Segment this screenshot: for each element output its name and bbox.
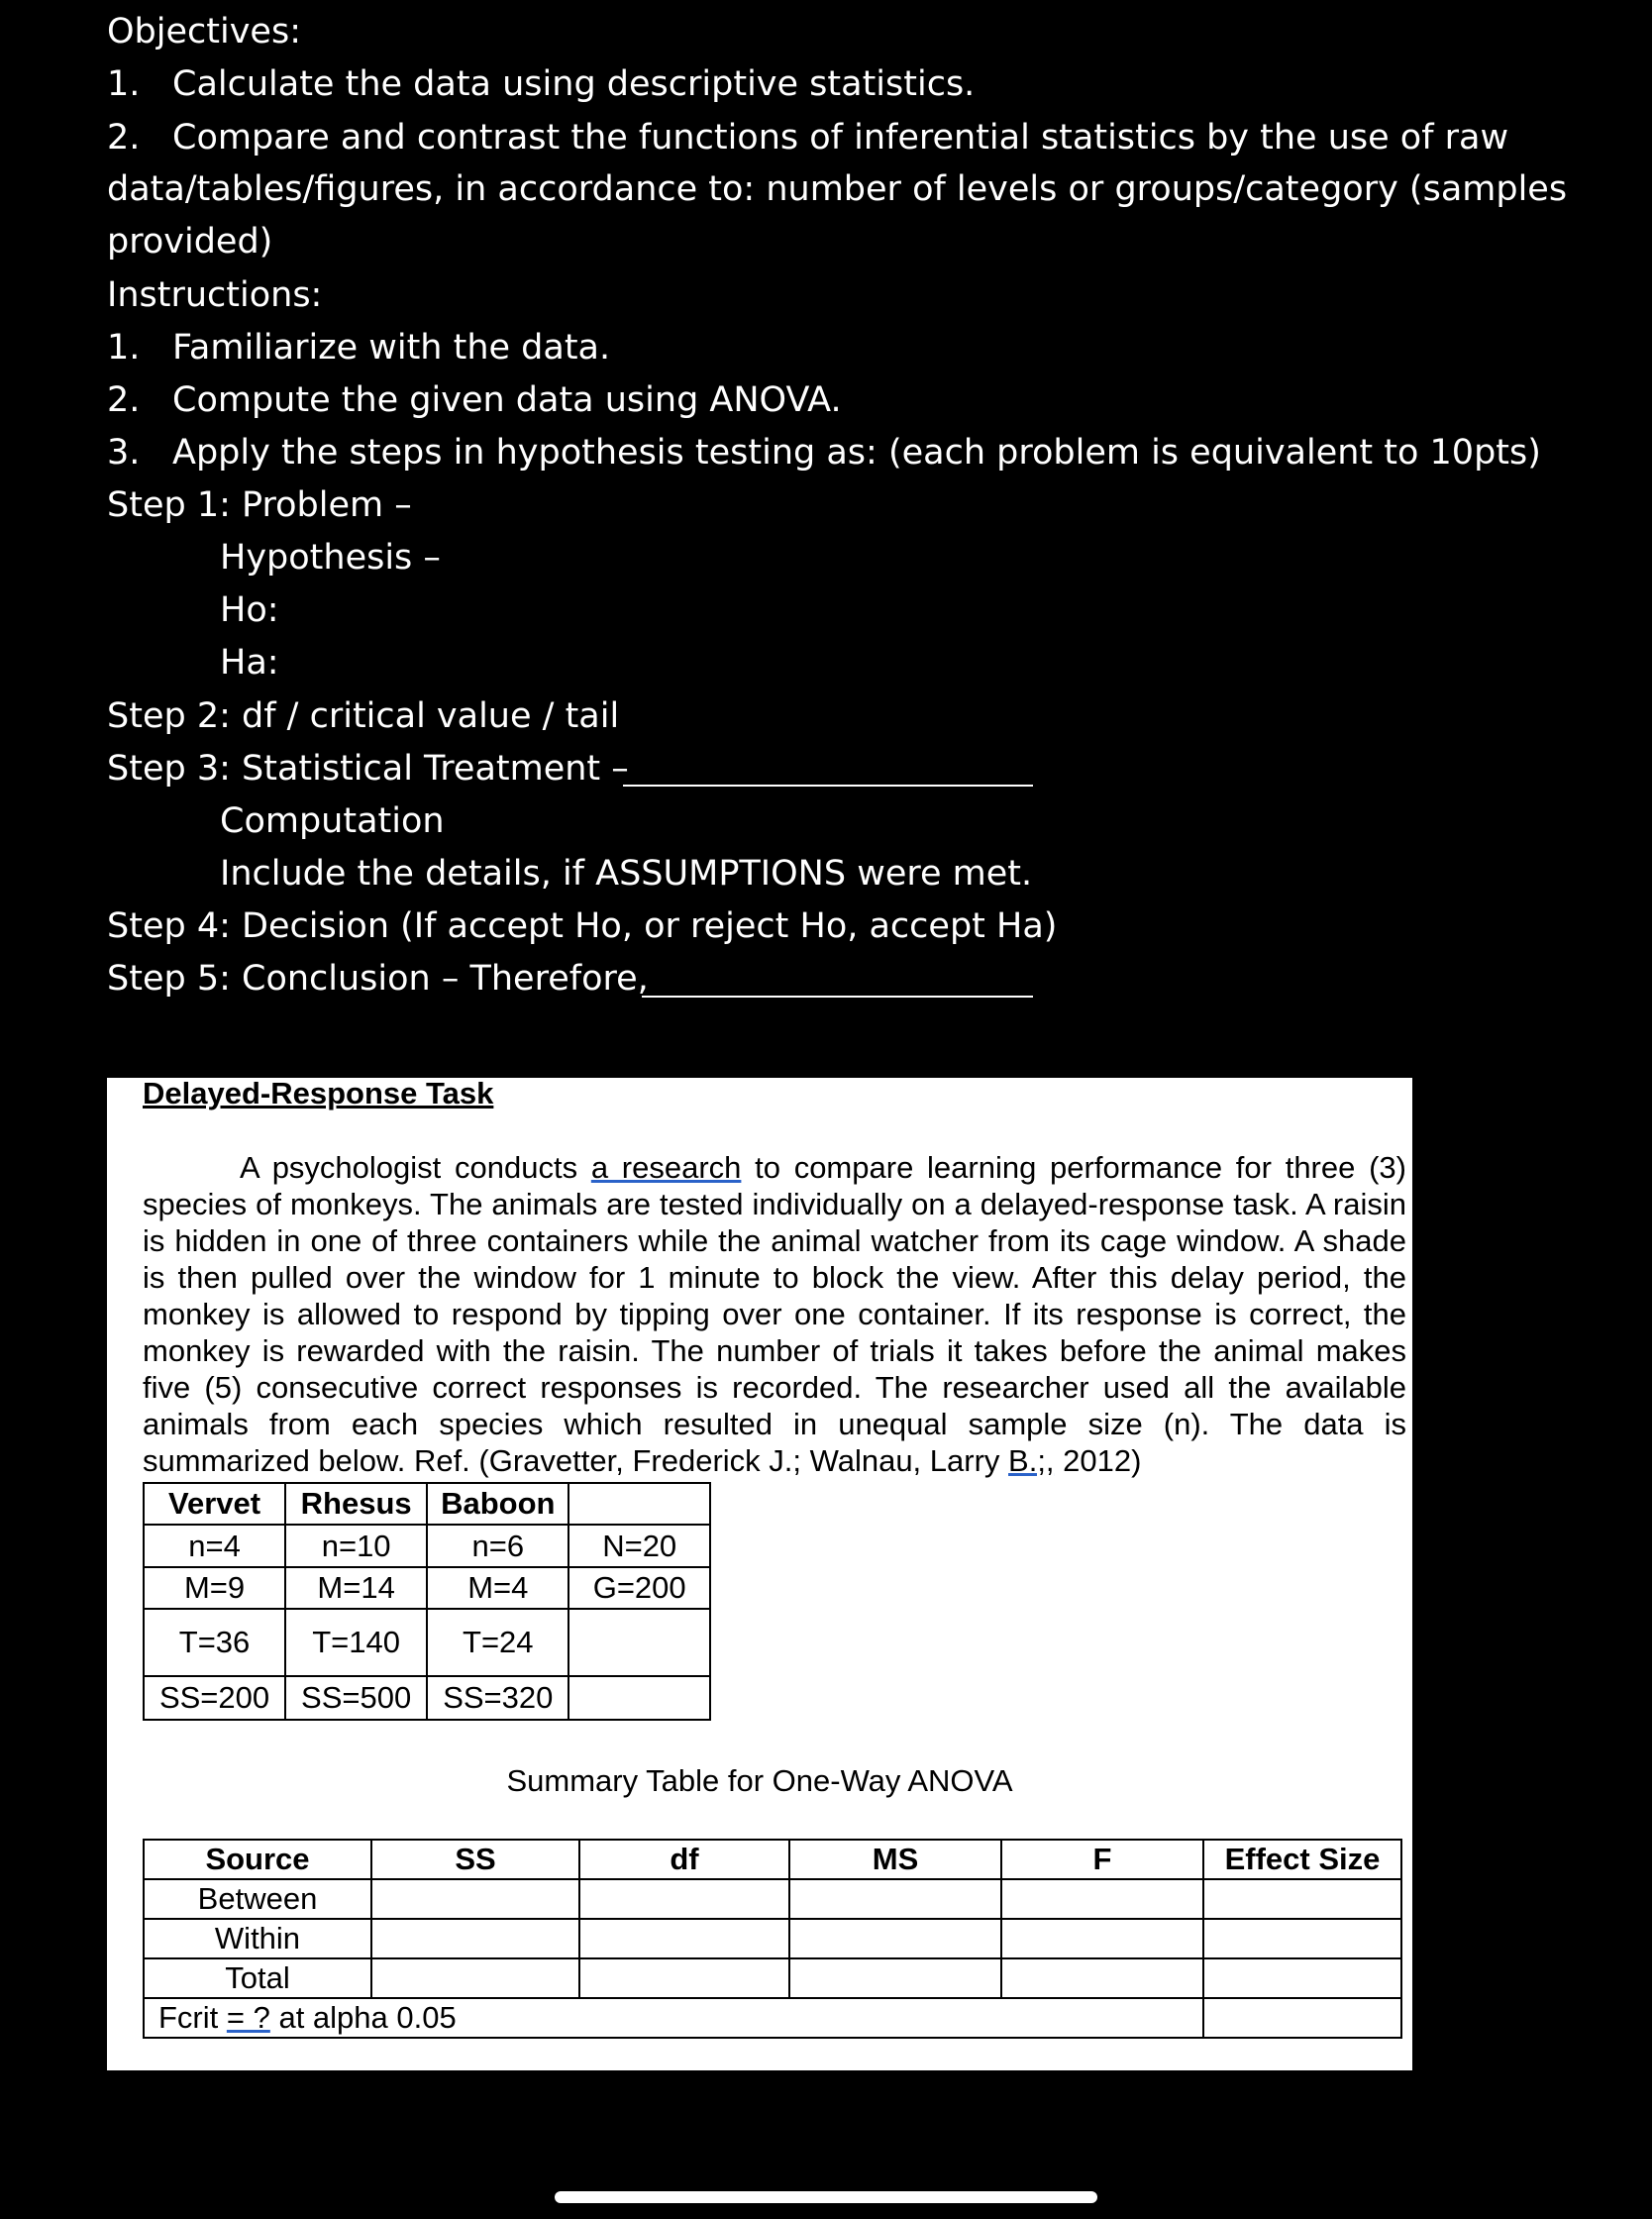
table-cell: n=10 [285,1525,427,1567]
row-label-within: Within [144,1919,371,1958]
spellcheck-underlined-text: B.;, [1008,1443,1055,1478]
table-cell [371,1958,579,1998]
column-header-rhesus: Rhesus [285,1483,427,1525]
column-header-totals [568,1483,710,1525]
instruction-number: 3. [107,433,141,473]
table-cell: n=4 [144,1525,285,1567]
table-cell [789,1958,1001,1998]
instruction-text: Apply the steps in hypothesis testing as: (each problem is equivalent to 10pts) [172,433,1541,473]
table-cell [568,1676,710,1720]
summary-table-caption: Summary Table for One-Way ANOVA [506,1763,1013,1798]
paragraph-text: A psychologist conducts [240,1150,591,1185]
table-cell: SS=500 [285,1676,427,1720]
table-cell [579,1879,789,1919]
objective-number: 1. [107,64,141,104]
table-cell [1203,1998,1401,2038]
table-cell [1203,1879,1401,1919]
objective-item-2-continuation: provided) [107,222,273,262]
column-header-baboon: Baboon [427,1483,568,1525]
hypothesis-label: Hypothesis – [220,538,441,578]
instruction-number: 2. [107,380,141,420]
row-label-between: Between [144,1879,371,1919]
spellcheck-underlined-text: a research [590,1150,742,1185]
alternative-hypothesis-label: Ha: [220,643,279,683]
table-cell [1203,1919,1401,1958]
fcrit-suffix: at alpha 0.05 [269,2000,457,2035]
table-cell: N=20 [568,1525,710,1567]
table-cell: M=4 [427,1567,568,1609]
column-header-source: Source [144,1840,371,1879]
computation-label: Computation [220,801,445,841]
table-cell: SS=320 [427,1676,568,1720]
fcrit-placeholder: = ? [226,2000,270,2035]
table-cell [1203,1958,1401,1998]
table-cell [1001,1958,1203,1998]
table-cell: M=9 [144,1567,285,1609]
step-2: Step 2: df / critical value / tail [107,696,620,736]
table-cell [579,1958,789,1998]
table-cell [568,1609,710,1676]
table-cell [371,1919,579,1958]
step-3-blank-line [623,785,1033,787]
objective-item-1 [107,58,975,111]
problem-paragraph [143,1149,1406,1479]
step-1: Step 1: Problem – [107,485,412,525]
instruction-text: Compute the given data using ANOVA. [172,380,842,420]
step-4: Step 4: Decision (If accept Ho, or reject Ho, accept Ha) [107,906,1058,946]
instruction-item-2 [107,374,842,427]
objective-text: Calculate the data using descriptive statistics. [172,64,976,104]
fcrit-row [144,1998,1203,2038]
column-header-vervet: Vervet [144,1483,285,1525]
table-cell [1001,1919,1203,1958]
null-hypothesis-label: Ho: [220,590,279,630]
table-cell [579,1919,789,1958]
table-cell: n=6 [427,1525,568,1567]
row-label-total: Total [144,1958,371,1998]
table-cell: M=14 [285,1567,427,1609]
table-cell [1001,1879,1203,1919]
document-page [107,1078,1412,2070]
instruction-text: Familiarize with the data. [172,328,611,368]
table-cell: G=200 [568,1567,710,1609]
column-header-f: F [1001,1840,1203,1879]
paragraph-text: 2012) [1054,1443,1142,1478]
column-header-ms: MS [789,1840,1001,1879]
table-cell [371,1879,579,1919]
species-data-table [143,1482,711,1721]
table-cell: SS=200 [144,1676,285,1720]
instruction-item-3 [107,427,1541,479]
anova-summary-table [143,1839,1402,2039]
instruction-number: 1. [107,328,141,368]
table-cell: T=36 [144,1609,285,1676]
fcrit-prefix: Fcrit [158,2000,227,2035]
column-header-df: df [579,1840,789,1879]
paragraph-text: to compare learning performance for three (3) species of monkeys. The animals are tested individually on a delayed-response task. A raisin is hidden in one of three containers while the animal watcher from its cage window. A shade is then pulled over the window for 1 minute to block the view. After this delay period, the monkey is allowed to respond by tipping over one container. If its response is correct, the monkey is rewarded with the raisin. The number of trials it takes before the animal makes five (5) consecutive correct responses is recorded. The researcher used all the available animals from each species which resulted in unequal sample size (n). The data is summarized below. Ref. (Gravetter, Frederick J.; Walnau, Larry [143,1150,1406,1478]
instruction-item-1 [107,322,610,374]
table-cell [789,1919,1001,1958]
objective-item-2-continuation: data/tables/figures, in accordance to: number of levels or groups/category (samples [107,169,1568,209]
table-cell [789,1879,1001,1919]
document-title: Delayed-Response Task [143,1076,494,1110]
table-cell: T=24 [427,1609,568,1676]
objectives-heading: Objectives: [107,12,301,52]
step-5-blank-line [642,996,1033,998]
home-indicator-bar[interactable] [555,2191,1097,2203]
step-5: Step 5: Conclusion – Therefore, [107,959,649,999]
step-3: Step 3: Statistical Treatment – [107,749,629,789]
objective-item-2 [107,112,1508,164]
objective-number: 2. [107,118,141,158]
objective-text: Compare and contrast the functions of inferential statistics by the use of raw [172,118,1509,158]
table-cell: T=140 [285,1609,427,1676]
column-header-effect-size: Effect Size [1203,1840,1401,1879]
column-header-ss: SS [371,1840,579,1879]
assumptions-note: Include the details, if ASSUMPTIONS were met. [220,854,1033,894]
instructions-heading: Instructions: [107,275,323,315]
